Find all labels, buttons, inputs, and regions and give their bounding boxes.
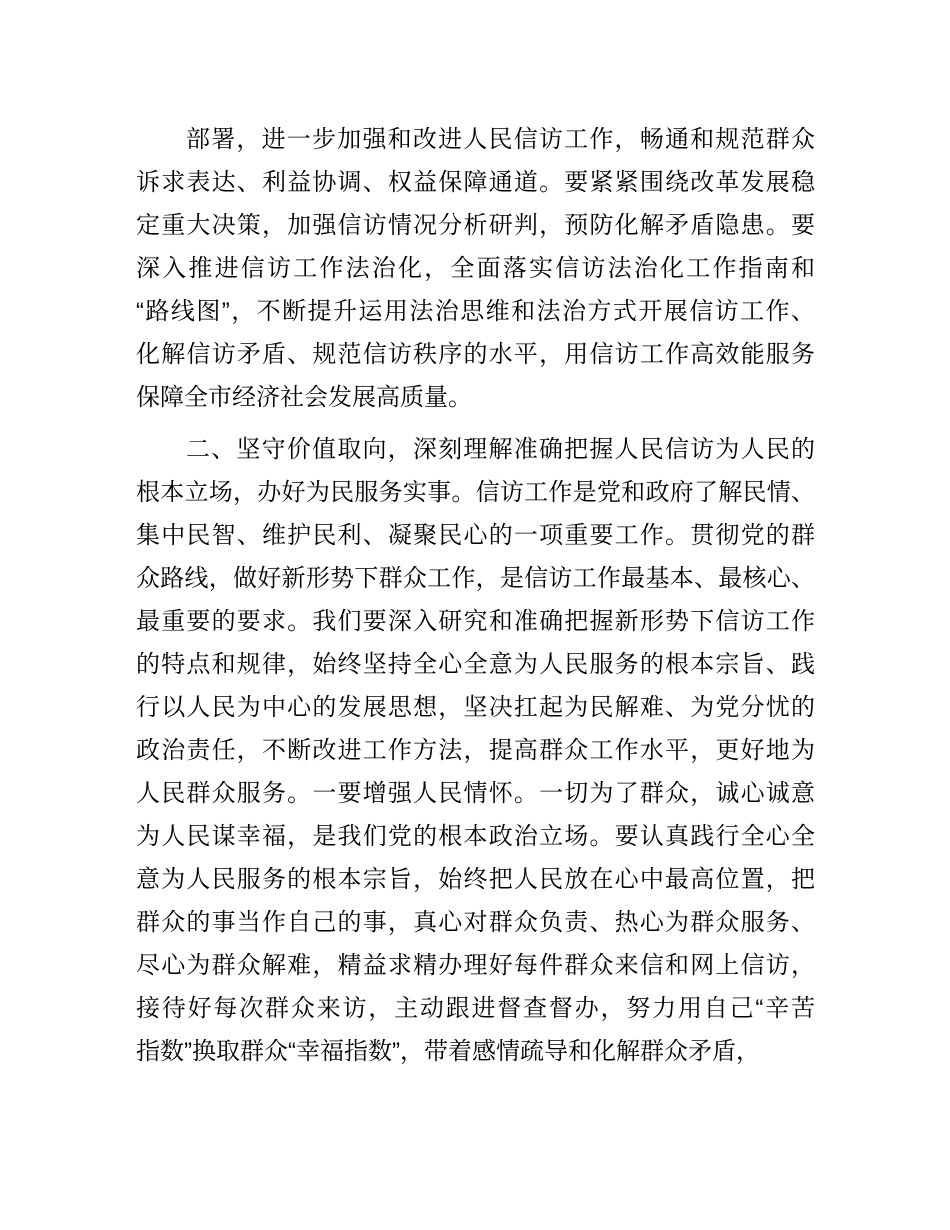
text-line: “路线图”，不断提升运用法治思维和法治方式开展信访工作、 bbox=[136, 298, 815, 325]
text-line: 部署，进一步加强和改进人民信访工作，畅通和规范群众 bbox=[186, 126, 815, 153]
paragraph bbox=[136, 118, 815, 419]
text-line: 化解信访矛盾、规范信访秩序的水平，用信访工作高效能服务 bbox=[136, 341, 815, 368]
text-line: 诉求表达、利益协调、权益保障通道。要紧紧围绕改革发展稳 bbox=[136, 169, 815, 196]
text-line: 根本立场，办好为民服务实事。信访工作是党和政府了解民情、 bbox=[136, 479, 815, 506]
text-line: 深入推进信访工作法治化，全面落实信访法治化工作指南和 bbox=[136, 255, 815, 282]
text-line: 集中民智、维护民利、凝聚民心的一项重要工作。贯彻党的群 bbox=[136, 522, 815, 549]
paragraph bbox=[136, 428, 815, 1073]
text-line: 最重要的要求。我们要深入研究和准确把握新形势下信访工作 bbox=[136, 608, 815, 635]
text-line: 尽心为群众解难，精益求精办理好每件群众来信和网上信访， bbox=[136, 952, 815, 979]
text-line: 二、坚守价值取向，深刻理解准确把握人民信访为人民的 bbox=[186, 436, 815, 463]
text-line: 众路线，做好新形势下群众工作，是信访工作最基本、最核心、 bbox=[136, 565, 815, 592]
text-line: 保障全市经济社会发展高质量。 bbox=[136, 384, 472, 411]
text-line: 人民群众服务。一要增强人民情怀。一切为了群众，诚心诚意 bbox=[136, 780, 815, 807]
text-line: 政治责任，不断改进工作方法，提高群众工作水平，更好地为 bbox=[136, 737, 815, 764]
text-line: 指数”换取群众“幸福指数”，带着感情疏导和化解群众矛盾， bbox=[136, 1038, 760, 1065]
text-line: 的特点和规律，始终坚持全心全意为人民服务的根本宗旨、践 bbox=[136, 651, 815, 678]
text-line: 定重大决策，加强信访情况分析研判，预防化解矛盾隐患。要 bbox=[136, 212, 815, 239]
text-line: 意为人民服务的根本宗旨，始终把人民放在心中最高位置，把 bbox=[136, 866, 815, 893]
document-text-block bbox=[136, 118, 815, 1073]
text-line: 群众的事当作自己的事，真心对群众负责、热心为群众服务、 bbox=[136, 909, 815, 936]
text-line: 接待好每次群众来访，主动跟进督查督办，努力用自己“辛苦 bbox=[136, 995, 815, 1022]
text-line: 行以人民为中心的发展思想，坚决扛起为民解难、为党分忧的 bbox=[136, 694, 815, 721]
text-line: 为人民谋幸福，是我们党的根本政治立场。要认真践行全心全 bbox=[136, 823, 815, 850]
